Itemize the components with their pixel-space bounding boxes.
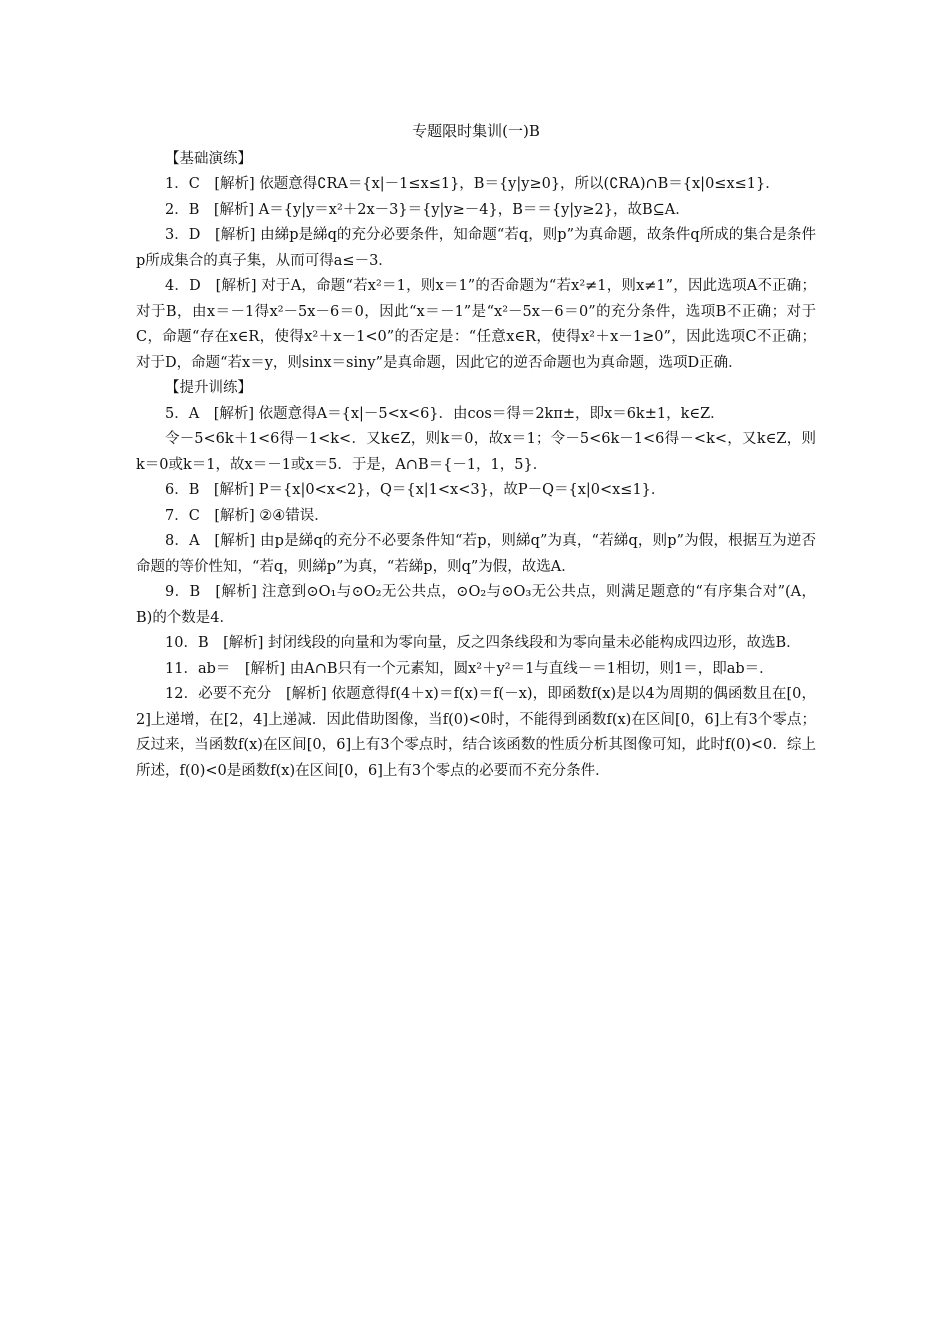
answer-item-7: 7．C [解析] ②④错误．: [165, 507, 329, 524]
answer-item-12: 12．必要不充分 [解析] 依题意得f(4＋x)＝f(x)＝f(－x)，即函数f(x)是以4为周期的偶函数且在[0，2]上递增，在[2，4]上递减．因此借助图像，当f(0)<0时，不能得到函数f(x)在区间[0，6]上有3个零点；反过来，当函数f(x)在区间[0，6]上有3个零点时，结合该函数的性质分析其图像可知，此时f(0)<0．综上所述，f(0)<0是函数f(x)在区间[0，6]上有3个零点的必要而不充分条件．: [136, 686, 816, 779]
answer-item-3: 3．D [解析] 由綈p是綈q的充分必要条件，知命题“若q，则p”为真命题，故条件q所成的集合是条件p所成集合的真子集，从而可得a≤－3．: [136, 227, 816, 269]
section-heading-advanced: 【提升训练】: [165, 380, 252, 396]
section-heading-basic: 【基础演练】: [165, 150, 252, 167]
answer-item-4: 4．D [解析] 对于A，命题“若x²＝1，则x＝1”的否命题为“若x²≠1，则x≠1”，因此选项A不正确；对于B，由x＝－1得x²－5x－6＝0，因此“x＝－1”是“x²－5x－6＝0”的充分条件，选项B不正确；对于C，命题“存在x∈R，使得x²＋x－1<0”的否定是：“任意x∈R，使得x²＋x－1≥0”，因此选项C不正确；对于D，命题“若x＝y，则sinx＝siny”是真命题，因此它的逆否命题也为真命题，选项D正确．: [136, 278, 816, 371]
answer-item-9: 9．B [解析] 注意到⊙O₁与⊙O₂无公共点，⊙O₂与⊙O₃无公共点，则满足题意的“有序集合对”(A，B)的个数是4．: [136, 584, 816, 626]
answer-item-6: 6．B [解析] P＝{x|0<x<2}，Q＝{x|1<x<3}，故P－Q＝{x|0<x≤1}．: [165, 482, 666, 498]
answer-item-11: 11．ab＝ [解析] 由A∩B只有一个元素知，圆x²＋y²＝1与直线－＝1相切，则1＝，即ab＝．: [165, 660, 774, 677]
answer-item-10: 10．B [解析] 封闭线段的向量和为零向量，反之四条线段和为零向量未必能构成四边形，故选B．: [165, 635, 801, 651]
document-page: [136, 119, 816, 784]
page-title: 专题限时集训(一)B: [412, 122, 540, 140]
answer-item-5: 5．A [解析] 依题意得A＝{x|－5<x<6}．由cos＝得＝2kπ±，即x＝6k±1，k∈Z．: [165, 405, 725, 422]
answer-item-1: 1．C [解析] 依题意得∁RA＝{x|－1≤x≤1}，B＝{y|y≥0}，所以(∁RA)∩B＝{x|0≤x≤1}．: [165, 176, 780, 192]
answer-item-2: 2．B [解析] A＝{y|y＝x²＋2x－3}＝{y|y≥－4}，B＝＝{y|y≥2}，故B⊆A．: [165, 201, 690, 218]
answer-item-5-continued: 令－5<6k＋1<6得－1<k<．又k∈Z，则k＝0，故x＝1；令－5<6k－1<6得－<k<，又k∈Z，则k＝0或k＝1，故x＝－1或x＝5．于是，A∩B＝{－1，1，5}．: [136, 431, 816, 473]
answer-item-8: 8．A [解析] 由p是綈q的充分不必要条件知“若p，则綈q”为真，“若綈q，则p”为假，根据互为逆否命题的等价性知，“若q，则綈p”为真，“若綈p，则q”为假，故选A．: [136, 533, 816, 575]
